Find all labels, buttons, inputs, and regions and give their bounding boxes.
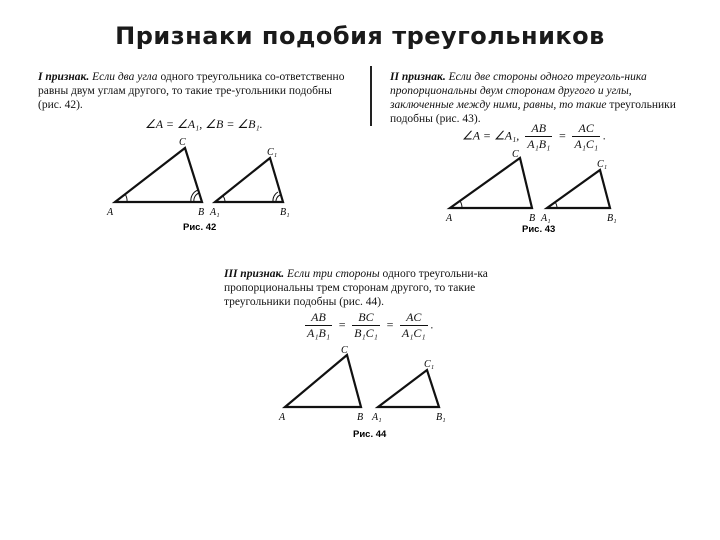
frac-numerator: AC — [572, 121, 600, 137]
label-a1: A₁ — [372, 412, 382, 423]
frac-numerator: BC — [352, 310, 380, 326]
label-a: A — [279, 412, 286, 423]
angle-mark-b-2 — [191, 190, 198, 202]
label-a1: A₁ — [541, 213, 551, 224]
triangle-a1b1c1 — [215, 158, 283, 202]
label-c1: C₁ — [267, 147, 278, 158]
sign2-formula-prefix: ∠A = ∠A₁, — [462, 128, 520, 143]
label-a: A — [107, 207, 114, 218]
figure-44 — [275, 345, 475, 445]
frac-numerator: AC — [400, 310, 428, 326]
triangle-a1b1c1 — [378, 370, 439, 407]
sign1-text-italic: Если два угла — [92, 71, 158, 83]
figure-42 — [105, 135, 305, 235]
sign3-text-italic: Если три стороны — [287, 268, 380, 280]
sign2-formula: ∠A = ∠A₁, $\frac{AB}{\text{A₁B₁}}$ = $\frac{AC}{\text{A₁C₁}}$ . — [462, 121, 607, 151]
triangle-abc — [450, 158, 532, 208]
frac-numerator: AB — [525, 121, 552, 137]
triangle-abc — [115, 148, 202, 202]
triangle-a1b1c1 — [547, 170, 610, 208]
frac-denominator: A₁B₁ — [307, 326, 331, 340]
caption-fig44: Рис. 44 — [353, 429, 387, 440]
sign2-fraction-2 — [572, 121, 600, 152]
sign2-heading: II признак. — [390, 71, 446, 83]
figure-43 — [442, 150, 632, 235]
label-b: B — [357, 412, 364, 423]
frac-denominator: B₁C₁ — [354, 326, 378, 340]
sign1-heading: I признак. — [38, 71, 90, 83]
triangle-abc — [285, 355, 361, 407]
caption-fig42: Рис. 42 — [183, 222, 217, 233]
frac-denominator: A₁C₁ — [574, 137, 599, 151]
angle-mark-a — [125, 194, 127, 202]
label-a: A — [446, 213, 453, 224]
caption-fig43: Рис. 43 — [522, 224, 556, 235]
sign3-fraction-2 — [352, 310, 380, 341]
sign2-text-rest: треугольники подобны (рис. 43). — [390, 99, 676, 125]
angle-mark-b — [194, 193, 199, 202]
sign3-heading: III признак. — [224, 268, 285, 280]
frac-denominator: A₁B₁ — [527, 137, 551, 151]
sign1-formula: ∠A = ∠A₁, ∠B = ∠B₁. — [145, 117, 263, 131]
label-b1: B₁ — [280, 207, 290, 218]
sign3-text — [224, 267, 524, 309]
sign2-text — [390, 70, 688, 126]
slide-title: Признаки подобия треугольников — [115, 22, 605, 50]
scan-border-mark — [370, 66, 372, 126]
label-b: B — [198, 207, 205, 218]
sign1-text-rest: одного треугольника со-ответственно равны двум углам другого, то такие тре-угольники подобны (рис. 42). — [38, 71, 345, 111]
sign1-text — [38, 70, 356, 112]
label-b1: B₁ — [607, 213, 617, 224]
label-a1: A₁ — [210, 207, 220, 218]
frac-denominator: A₁C₁ — [401, 326, 426, 340]
sign3-fraction-3 — [400, 310, 428, 341]
label-c: C — [512, 150, 519, 160]
label-b: B — [529, 213, 536, 224]
sign3-fraction-1 — [305, 310, 332, 341]
label-c1: C₁ — [597, 159, 608, 170]
label-c: C — [179, 137, 186, 148]
label-c1: C₁ — [424, 359, 435, 370]
label-c: C — [341, 345, 348, 356]
sign3-text-rest: одного треугольни-ка пропорциональны трем сторонам другого, то такие треугольники подобны (рис. 44). — [224, 268, 488, 308]
sign3-formula: $\frac{AB}{\text{A₁B₁}}$ = $\frac{BC}{\text{B₁C₁}}$ = $\frac{AC}{\text{A₁C₁}}$ . — [307, 310, 434, 340]
label-b1: B₁ — [436, 412, 446, 423]
sign2-fraction-1 — [525, 121, 552, 152]
sign2-text-italic: Если две стороны одного треуголь-ника пропорциональны двум сторонам другого и углы, заключенные между ними, равны, то такие — [390, 71, 647, 111]
frac-numerator: AB — [305, 310, 332, 326]
